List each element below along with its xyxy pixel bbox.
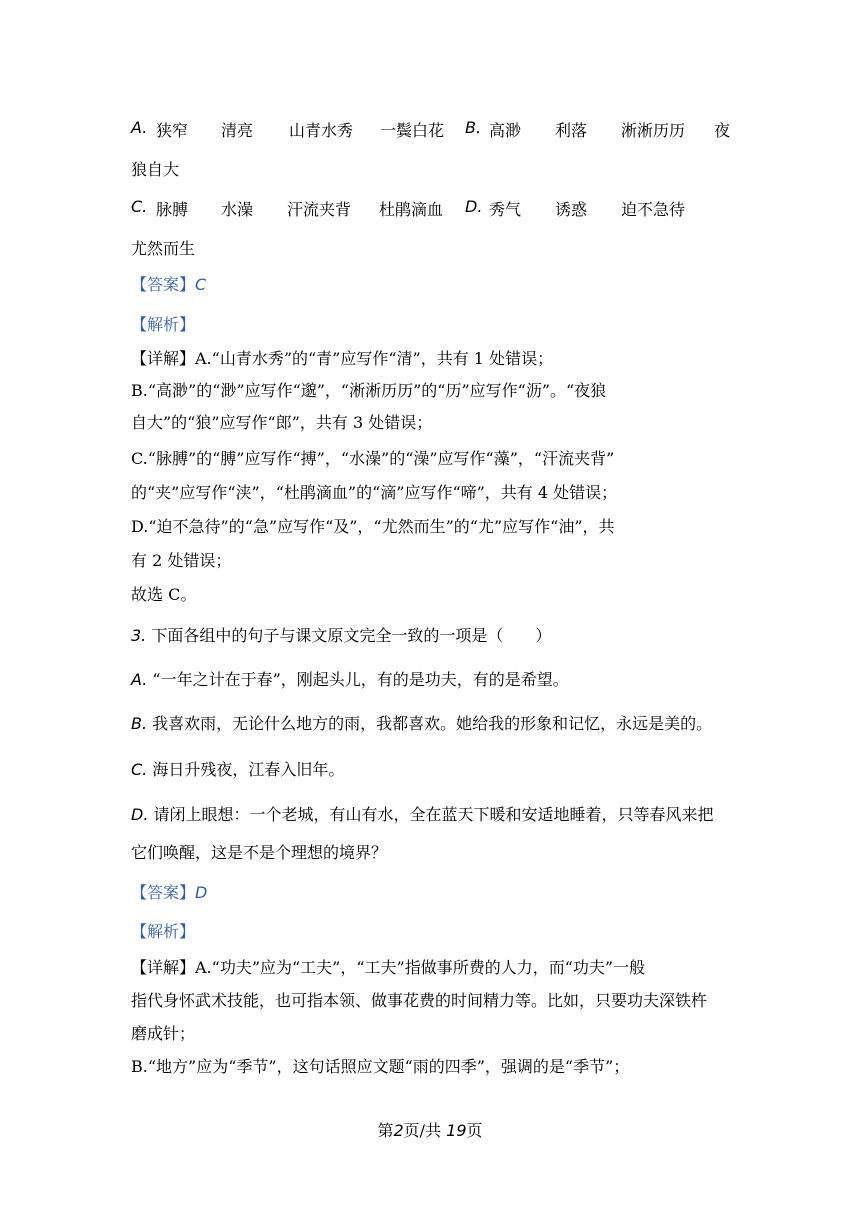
analysis-line: D.“迫不急待”的“急”应写作“及”，“尤然而生”的“尤”应写作“油”，共 [131, 517, 615, 536]
q2-analysis-tag: 【解析】 [131, 315, 196, 334]
analysis-line: 【详解】A.“山青水秀”的“青”应写作“清”，共有 1 处错误； [131, 349, 554, 368]
option-text: 请闭上眼想：一个老城，有山有水，全在蓝天下暖和安适地睡着，只等春风来把 [153, 805, 714, 824]
analysis-line: 自大”的“狼”应写作“郎”，共有 3 处错误； [131, 413, 433, 432]
answer-value: D [195, 883, 208, 902]
option-word: 杜鹃滴血 [379, 200, 444, 219]
option-word: 脉膊 [156, 200, 189, 219]
q3-option-a [131, 670, 569, 690]
q3-option-d-continuation: 它们唤醒，这是不是个理想的境界？ [131, 843, 388, 862]
option-label: A. [131, 118, 148, 137]
option-label: D. [131, 805, 149, 824]
option-word: 水澡 [221, 200, 254, 219]
option-word: 夜 [714, 121, 731, 140]
analysis-line: 故选 C。 [131, 585, 197, 604]
option-text: 我喜欢雨，无论什么地方的雨，我都喜欢。她给我的形象和记忆，永远是美的。 [152, 714, 713, 733]
analysis-line: 有 2 处错误； [131, 551, 232, 570]
option-word: 利落 [555, 121, 588, 140]
q3-analysis-tag: 【解析】 [131, 922, 196, 941]
option-word: 汗流夹背 [287, 200, 352, 219]
option-word: 山青水秀 [289, 121, 354, 140]
option-continuation: 狼自大 [131, 160, 180, 179]
option-continuation: 尤然而生 [131, 239, 196, 258]
option-word: 一鬓白花 [380, 121, 445, 140]
q3-option-d [131, 805, 714, 825]
question-number: 3. [131, 626, 147, 645]
option-word: 清亮 [221, 121, 254, 140]
analysis-line: C.“脉膊”的“膊”应写作“搏”，“水澡”的“澡”应写作“藻”，“汗流夹背” [131, 449, 615, 468]
footer-suffix: 页 [466, 1121, 483, 1140]
option-label: C. [131, 760, 148, 779]
option-word: 迫不急待 [621, 200, 686, 219]
q2-answer [131, 275, 206, 295]
option-label: B. [465, 118, 482, 137]
analysis-line: 磨成针； [131, 1024, 196, 1043]
analysis-line: 的“夹”应写作“浃”，“杜鹃滴血”的“滴”应写作“啼”，共有 4 处错误； [131, 483, 618, 502]
footer-prefix: 第 [377, 1121, 394, 1140]
page-footer [0, 1118, 860, 1141]
analysis-line: B.“地方”应为“季节”，这句话照应文题“雨的四季”，强调的是“季节”； [131, 1057, 630, 1076]
option-label: D. [465, 197, 483, 216]
option-label: B. [131, 714, 148, 733]
analysis-line: B.“高渺”的“渺”应写作“邈”，“淅淅历历”的“历”应写作“沥”。“夜狼 [131, 381, 607, 400]
option-word: 秀气 [489, 200, 522, 219]
page-number: 2 [393, 1121, 404, 1140]
analysis-line: 【详解】A.“功夫”应为“工夫”，“工夫”指做事所费的人力，而“功夫”一般 [131, 958, 646, 977]
option-label: C. [131, 197, 148, 216]
option-word: 淅淅历历 [621, 121, 686, 140]
option-text: 海日升残夜，江春入旧年。 [152, 760, 345, 779]
option-text: “一年之计在于春”，刚起头儿，有的是功夫，有的是希望。 [152, 670, 569, 689]
answer-tag: 【答案】 [131, 883, 196, 902]
q3-answer [131, 883, 207, 903]
answer-tag: 【答案】 [131, 275, 196, 294]
option-word: 狭窄 [156, 121, 189, 140]
question-text: 下面各组中的句子与课文原文完全一致的一项是（ ） [151, 626, 552, 645]
analysis-line: 指代身怀武术技能，也可指本领、做事花费的时间精力等。比如，只要功夫深铁杵 [131, 991, 708, 1010]
footer-mid: 页/共 [403, 1121, 447, 1140]
q3-option-c [131, 760, 344, 780]
page-total: 19 [446, 1121, 467, 1140]
option-label: A. [131, 670, 148, 689]
option-word: 诱惑 [555, 200, 588, 219]
option-word: 高渺 [489, 121, 522, 140]
q3-stem [131, 626, 551, 646]
q3-option-b [131, 714, 712, 734]
answer-value: C [195, 275, 207, 294]
